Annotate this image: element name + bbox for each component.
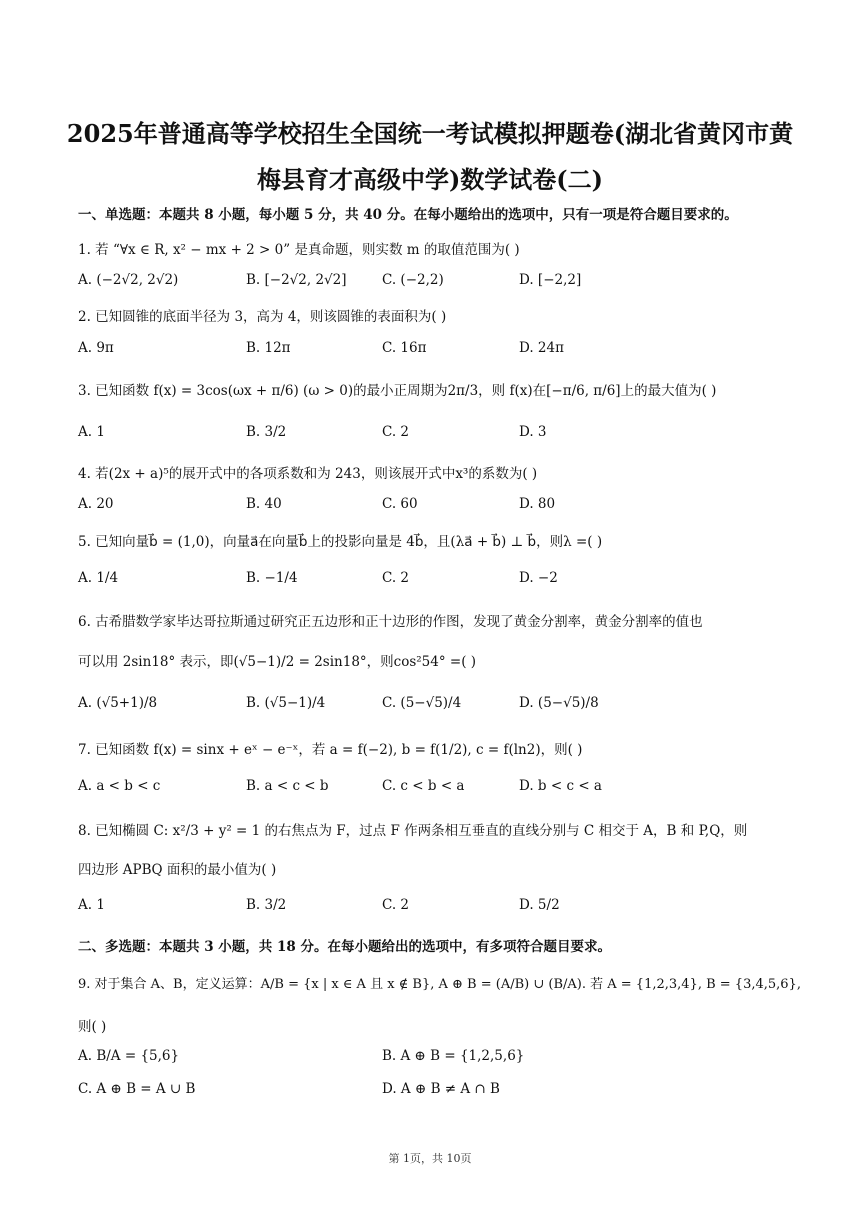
q8-option-d: D. 5/2	[519, 897, 560, 913]
page-footer: 第 1页，共 10页	[388, 1152, 472, 1165]
question-9-stem-line2: 则( )	[78, 1019, 107, 1035]
q3-option-c: C. 2	[382, 424, 410, 440]
q7-option-d: D. b < c < a	[519, 778, 602, 794]
q3-option-b: B. 3/2	[246, 424, 287, 440]
q9-option-d: D. A ⊕ B ≠ A ∩ B	[382, 1081, 500, 1097]
section-heading-multi-choice: 二、多选题：本题共 3 小题，共 18 分。在每小题给出的选项中，有多项符合题目要求。	[78, 939, 611, 955]
question-7-stem: 7. 已知函数 f(x) = sinx + eˣ − e⁻ˣ，若 a = f(−2), b = f(1/2), c = f(ln2)，则( )	[78, 742, 583, 758]
q9-option-c: C. A ⊕ B = A ∪ B	[78, 1081, 196, 1097]
q6-option-c: C. (5−√5)/4	[382, 695, 462, 711]
q2-option-a: A. 9π	[78, 340, 114, 356]
q2-option-c: C. 16π	[382, 340, 427, 356]
question-8-stem-line1: 8. 已知椭圆 C: x²/3 + y² = 1 的右焦点为 F，过点 F 作两条相互垂直的直线分别与 C 相交于 A，B 和 P,Q，则	[78, 823, 748, 839]
q4-option-c: C. 60	[382, 496, 418, 512]
q8-option-a: A. 1	[78, 897, 105, 913]
question-6-stem-line1: 6. 古希腊数学家毕达哥拉斯通过研究正五边形和正十边形的作图，发现了黄金分割率，黄金分割率的值也	[78, 614, 703, 630]
q6-option-d: D. (5−√5)/8	[519, 695, 599, 711]
question-3-stem: 3. 已知函数 f(x) = 3cos(ωx + π/6) (ω > 0)的最小正周期为2π/3，则 f(x)在[−π/6, π/6]上的最大值为( )	[78, 383, 717, 399]
question-9-stem-line1: 9. 对于集合 A、B，定义运算：A/B = {x | x ∈ A 且 x ∉ B}, A ⊕ B = (A/B) ∪ (B/A). 若 A = {1,2,3,4}, B = {3,4,5,6},	[78, 977, 801, 992]
q6-option-a: A. (√5+1)/8	[78, 695, 158, 711]
q5-option-d: D. −2	[519, 570, 558, 586]
question-2-stem: 2. 已知圆锥的底面半径为 3，高为 4，则该圆锥的表面积为( )	[78, 309, 447, 325]
question-1-stem: 1. 若 “∀x ∈ R, x² − mx + 2 > 0” 是真命题，则实数 m 的取值范围为( )	[78, 242, 520, 258]
page-title-line2: 梅县育才高级中学)数学试卷(二)	[256, 165, 604, 194]
q7-option-b: B. a < c < b	[246, 778, 329, 794]
question-8-stem-line2: 四边形 APBQ 面积的最小值为( )	[78, 862, 277, 878]
q1-option-d: D. [−2,2]	[519, 272, 582, 288]
q1-option-c: C. (−2,2)	[382, 272, 444, 288]
q5-option-c: C. 2	[382, 570, 410, 586]
q5-option-a: A. 1/4	[78, 570, 119, 586]
q1-option-a: A. (−2√2, 2√2)	[78, 272, 179, 288]
q9-option-a: A. B/A = {5,6}	[78, 1048, 180, 1064]
page-title-line1: 2025年普通高等学校招生全国统一考试模拟押题卷(湖北省黄冈市黄	[66, 119, 794, 148]
question-6-stem-line2: 可以用 2sin18° 表示，即(√5−1)/2 = 2sin18°，则cos²54° =( )	[78, 654, 477, 670]
q4-option-b: B. 40	[246, 496, 282, 512]
q4-option-a: A. 20	[78, 496, 114, 512]
q2-option-b: B. 12π	[246, 340, 291, 356]
q2-option-d: D. 24π	[519, 340, 564, 356]
question-4-stem: 4. 若(2x + a)⁵的展开式中的各项系数和为 243，则该展开式中x³的系数为( )	[78, 466, 538, 482]
q9-option-b: B. A ⊕ B = {1,2,5,6}	[382, 1048, 525, 1064]
q4-option-d: D. 80	[519, 496, 556, 512]
q1-option-b: B. [−2√2, 2√2]	[246, 272, 347, 288]
q5-option-b: B. −1/4	[246, 570, 298, 586]
q3-option-d: D. 3	[519, 424, 547, 440]
q7-option-a: A. a < b < c	[78, 778, 161, 794]
q8-option-b: B. 3/2	[246, 897, 287, 913]
q3-option-a: A. 1	[78, 424, 105, 440]
question-5-stem: 5. 已知向量b⃗ = (1,0)，向量a⃗在向量b⃗上的投影向量是 4b⃗，且(λa⃗ + b⃗) ⊥ b⃗，则λ =( )	[78, 534, 603, 550]
section-heading-single-choice: 一、单选题：本题共 8 小题，每小题 5 分，共 40 分。在每小题给出的选项中，只有一项是符合题目要求的。	[78, 207, 738, 223]
q7-option-c: C. c < b < a	[382, 778, 465, 794]
q6-option-b: B. (√5−1)/4	[246, 695, 326, 711]
q8-option-c: C. 2	[382, 897, 410, 913]
